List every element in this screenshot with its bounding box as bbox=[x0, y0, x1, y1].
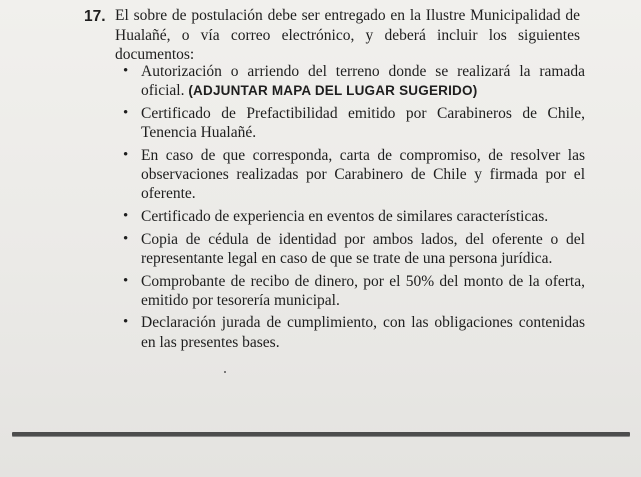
list-item-text: Comprobante de recibo de dinero, por el 50% del monto de la oferta, emitido por tesorería municipal. bbox=[141, 272, 585, 309]
list-item bbox=[115, 313, 585, 351]
bullet-icon: • bbox=[123, 104, 129, 121]
bullet-icon: • bbox=[123, 230, 129, 247]
item-number: 17. bbox=[84, 8, 106, 25]
footer-divider bbox=[12, 432, 630, 436]
list-item-emphasis: (ADJUNTAR MAPA DEL LUGAR SUGERIDO) bbox=[188, 83, 478, 99]
paper-speck bbox=[224, 371, 226, 373]
list-item bbox=[115, 104, 585, 142]
list-item-text: Copia de cédula de identidad por ambos lados, del oferente o del representante legal en caso de que se trate de una persona jurídica. bbox=[141, 230, 585, 267]
list-item bbox=[115, 272, 585, 310]
list-item bbox=[115, 230, 585, 268]
bullet-icon: • bbox=[123, 146, 129, 163]
list-item-text: En caso de que corresponda, carta de compromiso, de resolver las observaciones realizadas por Carabinero de Chile y firmada por el oferente. bbox=[141, 146, 585, 203]
list-item bbox=[115, 207, 585, 226]
bullet-icon: • bbox=[123, 314, 129, 331]
list-item-text: Certificado de Prefactibilidad emitido por Carabineros de Chile, Tenencia Hualañé. bbox=[141, 104, 585, 142]
bullet-icon: • bbox=[123, 63, 129, 79]
list-item bbox=[115, 146, 585, 204]
list-item bbox=[115, 62, 585, 100]
list-item-text: Declaración jurada de cumplimiento, con las obligaciones contenidas en las presentes bases. bbox=[141, 314, 585, 351]
bullet-icon: • bbox=[123, 207, 129, 224]
item-intro-text: El sobre de postulación debe ser entregado en la Ilustre Municipalidad de Hualañé, o vía correo electrónico, y deberá incluir los siguientes documentos: bbox=[115, 7, 580, 63]
bullet-icon: • bbox=[123, 272, 129, 289]
required-documents-list bbox=[115, 62, 585, 355]
list-item-text: Certificado de experiencia en eventos de similares características. bbox=[141, 207, 549, 225]
list-item-text: Autorización o arriendo del terreno donde se realizará la ramada oficial. bbox=[141, 63, 585, 100]
